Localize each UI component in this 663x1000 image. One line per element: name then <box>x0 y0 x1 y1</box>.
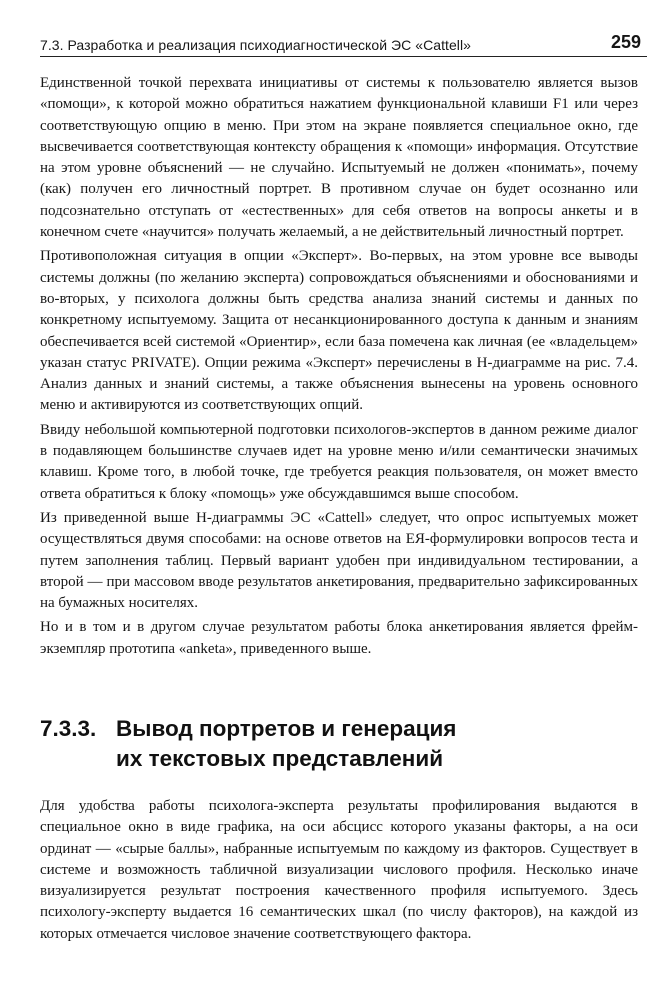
running-header <box>40 27 647 57</box>
paragraph: Для удобства работы психолога-эксперта результаты профилирования выдаются в специальное окно в виде графика, на оси абсцисс которого указаны факторы, а на оси ординат — «сырые баллы», набранные испытуемым по каждому из факторов. Существует в системе и возможность табличной визуализации числового профиля. Несколько иначе визуализируется результат построения качественного профиля испытуемого. Здесь психологу-эксперту выдается 16 семантических шкал (по числу факторов), на каждой из которых отмечается числовое значение соответствующего фактора. <box>40 798 638 942</box>
paragraph: Но и в том и в другом случае результатом работы блока анкетирования является фрейм-экземпляр прототипа «anketa», приведенного выше. <box>40 619 638 657</box>
section-number: 7.3.3. <box>40 716 97 741</box>
text-block-before-section <box>40 73 638 663</box>
text-block-after-section <box>40 796 638 948</box>
page-number: 259 <box>610 32 641 52</box>
paragraph: Ввиду небольшой компьютерной подготовки психологов-экспертов в данном режиме диалог в подавляющем большинстве случаев идет на уровне меню и/или семантически значимых клавиш. Кроме того, в любой точке, где требуется реакция пользователя, он может вместо ответа обратиться к блоку «помощь» уже обсуждавшимся выше способом. <box>40 421 638 502</box>
section-title-line-2: их текстовых представлений <box>116 746 444 771</box>
paragraph: Единственной точкой перехвата инициативы от системы к пользователю является вызов «помощи», к которой можно обратиться нажатием функциональной клавиши F1 или через соответствующую опцию в меню. При этом на экране появляется специальное окно, где высвечивается соответствующая контексту обращения к «помощи» информация. Отсутствие на этом уровне объяснений — не случайно. Испытуемый не должен «понимать», почему (как) получен его личностный портрет. В противном случае он будет осознанно или подсознательно отступать от «естественных» для себя ответов на вопросы анкеты и в конечном счете «научится» получать желаемый, а не действительный личностный портрет. <box>40 75 638 241</box>
section-heading <box>40 714 638 774</box>
paragraph: Противоположная ситуация в опции «Эксперт». Во-первых, на этом уровне все выводы системы должны (по желанию эксперта) сопровождаться объяснениями и обоснованиями и во-вторых, у психолога должны быть средства анализа знаний системы и данных по конкретному испытуемому. Защита от несанкционированного доступа к данным и знаниям обеспечивается всей системой «Ориентир», если база помечена как личная (ее «владельцем» указан статус PRIVATE). Опции режима «Эксперт» перечислены в Н-диаграмме на рис. 7.4. Анализ данных и знаний системы, а также объяснения вынесены на уровень основного меню и активируются из соответствующих опций. <box>40 248 638 414</box>
section-title-line-1: Вывод портретов и генерация <box>116 716 457 741</box>
paragraph: Из приведенной выше Н-диаграммы ЭС «Cattell» следует, что опрос испытуемых может осуществляться двумя способами: на основе ответов на ЕЯ-формулировки вопросов теста и путем заполнения таблиц. Первый вариант удобен при индивидуальном тестировании, а второй — при массовом вводе результатов анкетирования, предварительно зафиксированных на бумажных носителях. <box>40 509 638 612</box>
running-title: 7.3. Разработка и реализация психодиагностической ЭС «Cattell» <box>40 37 471 53</box>
